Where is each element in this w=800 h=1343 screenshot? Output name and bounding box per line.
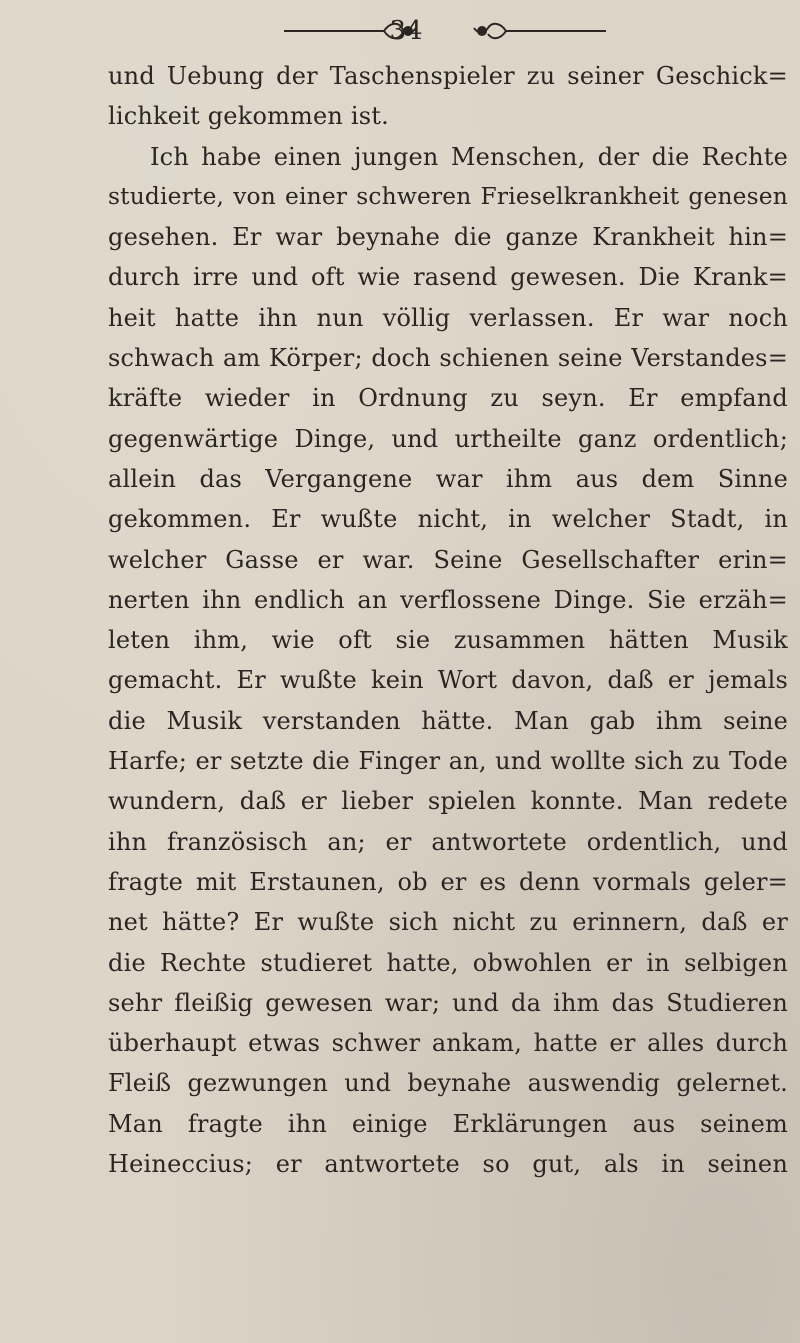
text-line: welcher Gasse er war. Seine Gesellschafter erin=	[108, 545, 788, 574]
text-line: wundern, daß er lieber spielen konnte. Man redete	[108, 787, 788, 816]
text-line: ihn französisch an; er antwortete ordentlich, und	[108, 827, 788, 856]
text-line: durch irre und oft wie rasend gewesen. Die Krank=	[108, 263, 788, 292]
text-line: lichkeit gekommen ist.	[108, 102, 389, 131]
text-line: Man fragte ihn einige Erklärungen aus seinem	[108, 1109, 788, 1138]
text-line: net hätte? Er wußte sich nicht zu erinnern, daß er	[108, 908, 788, 937]
text-line: und Uebung der Taschenspieler zu seiner Geschick=	[108, 62, 788, 90]
right-ornament-icon	[470, 18, 610, 44]
text-line: gemacht. Er wußte kein Wort davon, daß er jemals	[108, 666, 788, 695]
text-line: fragte mit Erstaunen, ob er es denn vormals geler=	[108, 867, 788, 896]
text-line: die Rechte studieret hatte, obwohlen er in selbigen	[108, 948, 788, 977]
text-line: leten ihm, wie oft sie zusammen hätten Musik	[108, 626, 788, 655]
text-line: Heineccius; er antwortete so gut, als in seinen	[108, 1150, 788, 1179]
text-line: Harfe; er setzte die Finger an, und wollte sich zu Tode	[108, 747, 788, 776]
text-line: gegenwärtige Dinge, und urtheilte ganz ordentlich;	[108, 424, 788, 453]
text-line: gesehen. Er war beynahe die ganze Krankheit hin=	[108, 223, 788, 252]
text-line: überhaupt etwas schwer ankam, hatte er alles durch	[108, 1029, 788, 1058]
page-number: 34	[389, 16, 423, 46]
text-line: Fleiß gezwungen und beynahe auswendig gelernet.	[108, 1069, 788, 1098]
text-line: die Musik verstanden hätte. Man gab ihm seine	[108, 706, 788, 735]
text-line: heit hatte ihn nun völlig verlassen. Er war noch	[108, 303, 788, 332]
text-line: kräfte wieder in Ordnung zu seyn. Er empfand	[108, 384, 788, 413]
text-line: gekommen. Er wußte nicht, in welcher Stadt, in	[108, 505, 788, 534]
page-header	[0, 10, 800, 50]
text-line: Ich habe einen jungen Menschen, der die Rechte	[150, 142, 788, 171]
text-line: schwach am Körper; doch schienen seine Verstandes=	[108, 344, 788, 373]
text-line: sehr fleißig gewesen war; und da ihm das Studieren	[108, 988, 788, 1017]
text-line: nerten ihn endlich an verflossene Dinge. Sie erzäh=	[108, 585, 788, 614]
text-line: studierte, von einer schweren Frieselkrankheit genesen	[108, 182, 788, 210]
text-line: allein das Vergangene war ihm aus dem Sinne	[108, 464, 788, 493]
body-text	[108, 56, 788, 1184]
